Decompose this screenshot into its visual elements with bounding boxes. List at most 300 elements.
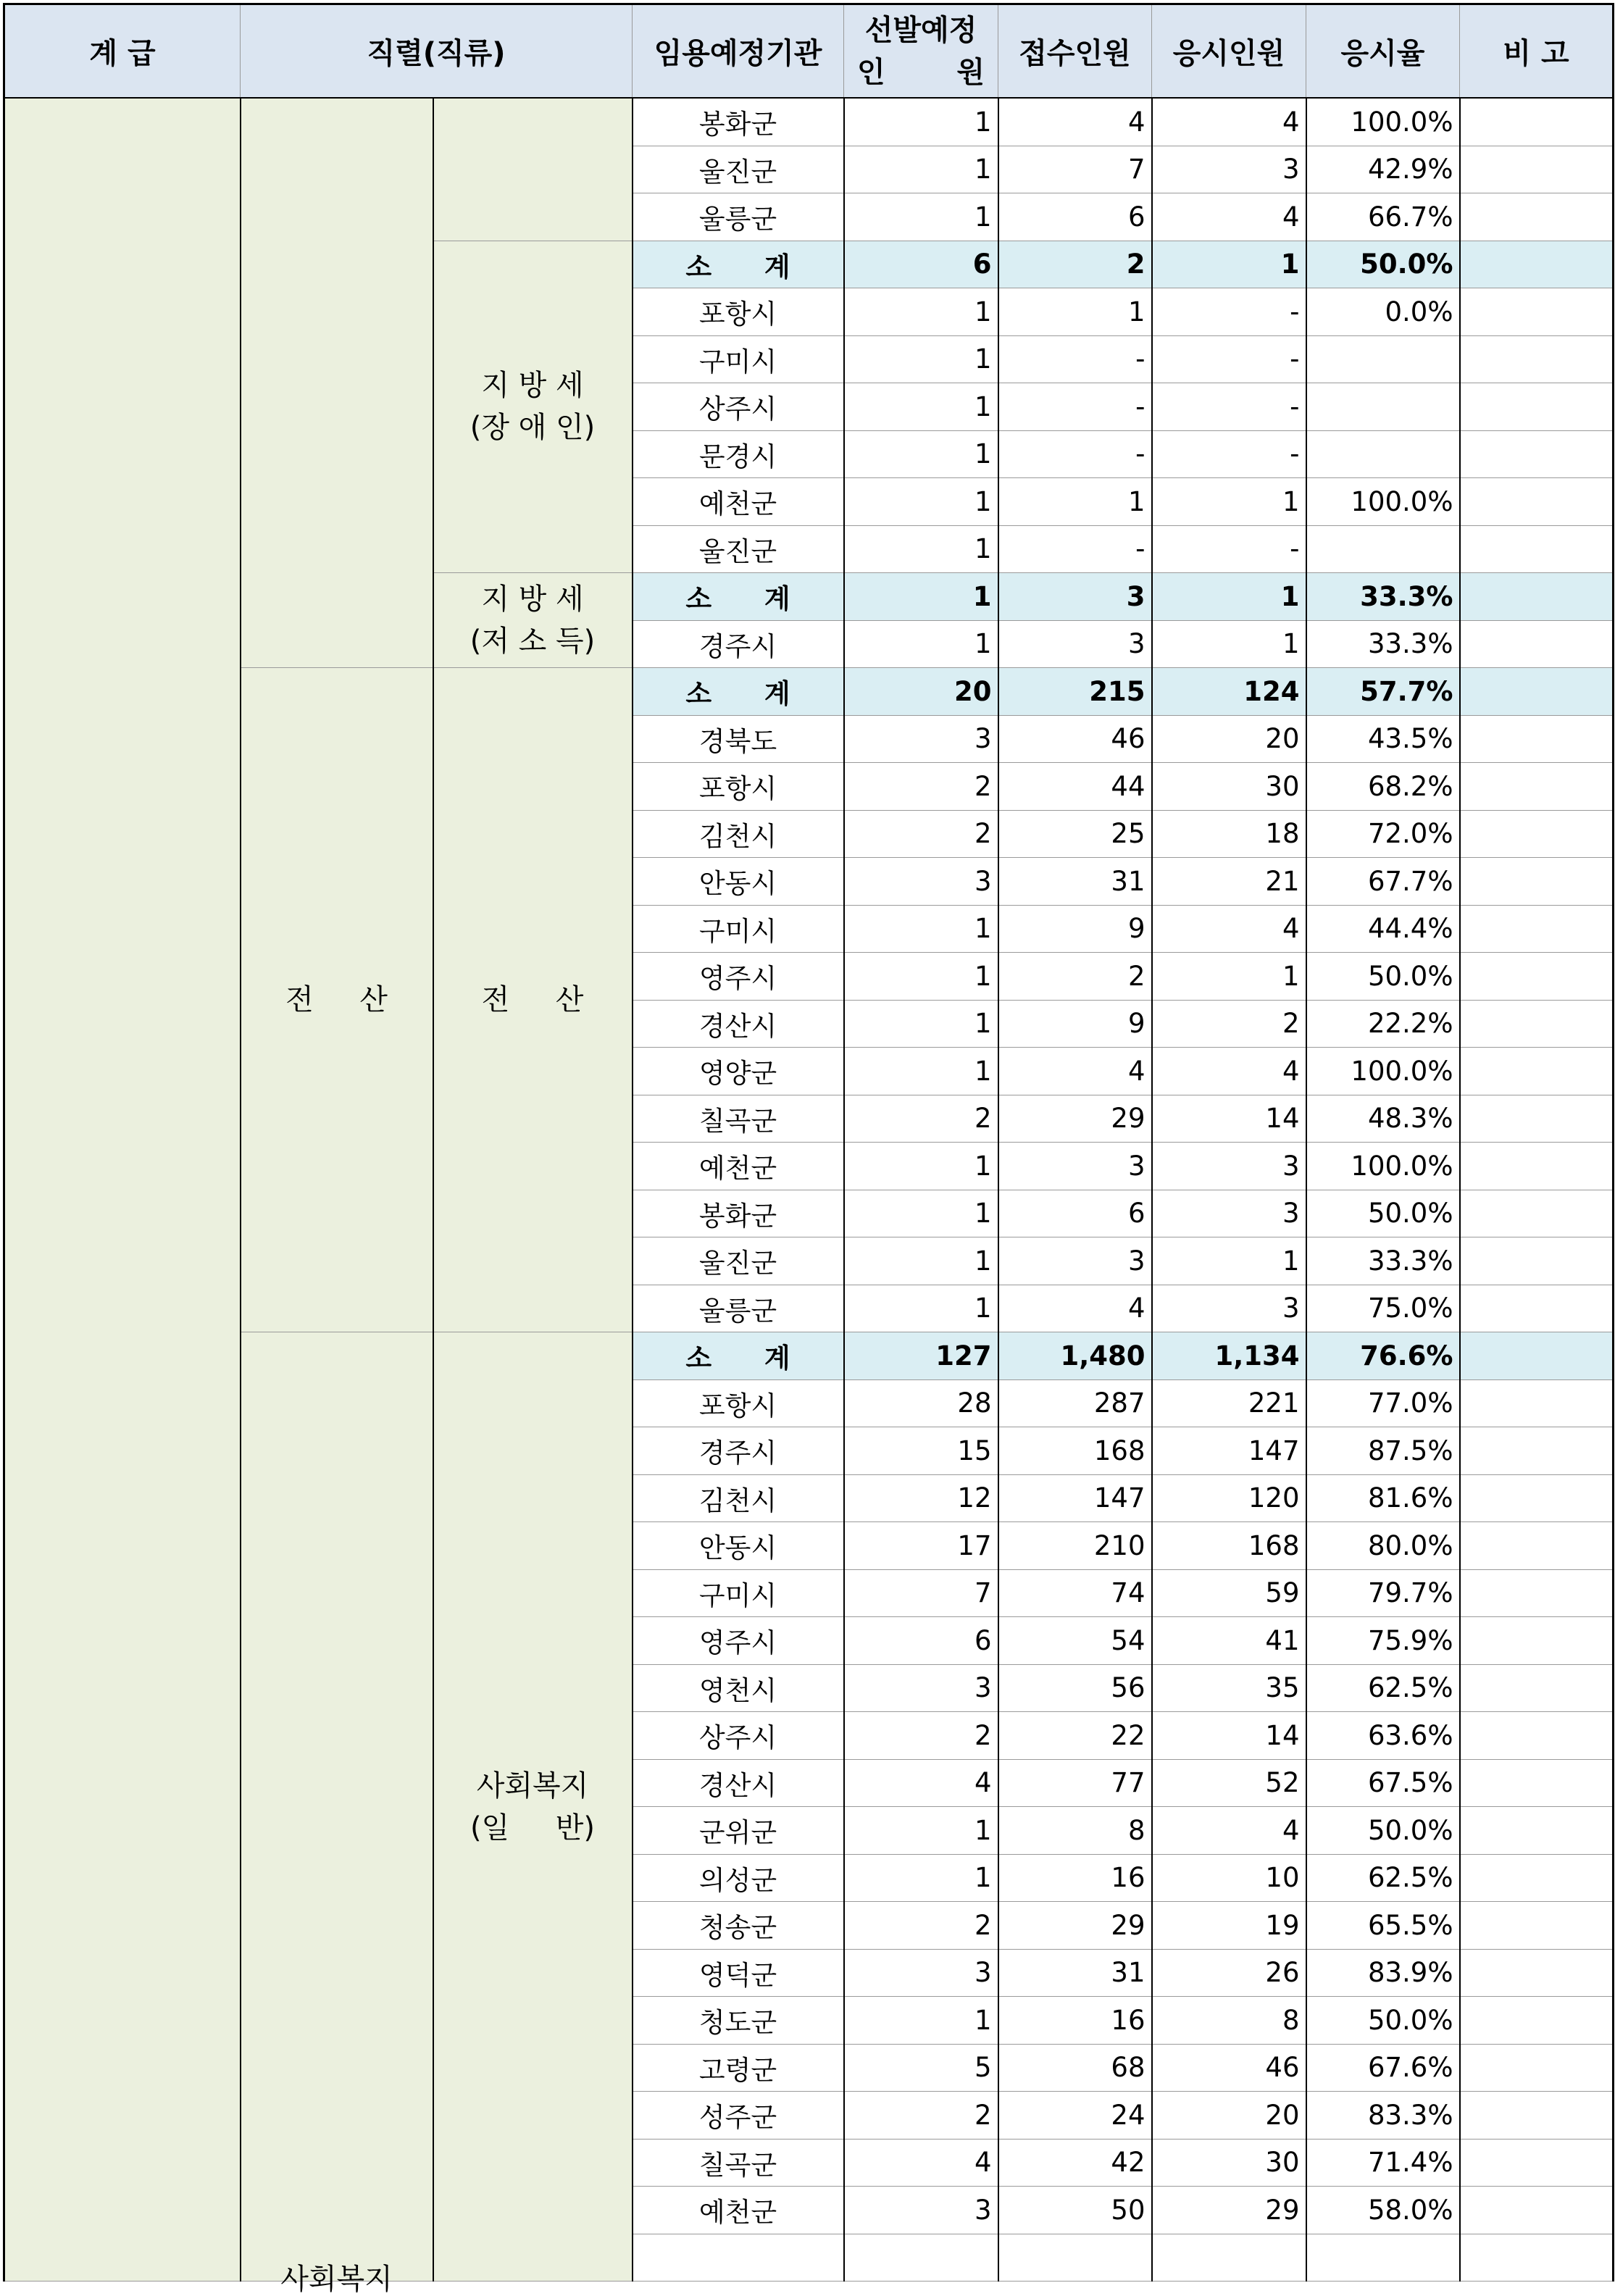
planned-cell: 1 [844,1190,998,1237]
agency-cell: 구미시 [633,1569,844,1617]
rate-cell: 42.9% [1306,146,1460,193]
examinees-cell: 4 [1152,98,1306,146]
header-series: 직렬(직류) [241,4,633,99]
planned-cell: 4 [844,1759,998,1807]
rate-cell: 67.6% [1306,2044,1460,2092]
planned-cell: 28 [844,1379,998,1427]
applicants-cell: 31 [998,1949,1152,1997]
note-cell [1460,1285,1614,1332]
agency-cell: 의성군 [633,1854,844,1902]
applicants-cell: 7 [998,146,1152,193]
rate-cell [1306,383,1460,431]
applicants-cell: 3 [998,1143,1152,1190]
examinees-cell: 1 [1152,620,1306,668]
applicants-cell: 6 [998,1190,1152,1237]
examinees-cell: 1 [1152,573,1306,621]
note-cell [1460,1048,1614,1095]
note-cell [1460,668,1614,716]
agency-cell: 김천시 [633,810,844,858]
examinees-cell: 14 [1152,1095,1306,1143]
planned-cell: 6 [844,241,998,288]
note-cell [1460,905,1614,953]
planned-cell: 1 [844,953,998,1001]
agency-cell: 구미시 [633,335,844,383]
examinees-cell: 1 [1152,1237,1306,1285]
note-cell [1460,2139,1614,2187]
applicants-cell: 50 [998,2187,1152,2234]
note-cell [1460,1949,1614,1997]
agency-cell: 소 계 [633,668,844,716]
examinees-cell: 4 [1152,1807,1306,1855]
rate-cell [1306,525,1460,573]
applicants-cell: 24 [998,2092,1152,2140]
agency-cell: 영덕군 [633,1949,844,1997]
note-cell [1460,1902,1614,1950]
note-cell [1460,1143,1614,1190]
type-label-line1: 지 방 세 [481,583,584,616]
planned-cell: 2 [844,1095,998,1143]
examinees-cell: 52 [1152,1759,1306,1807]
applicants-cell: 77 [998,1759,1152,1807]
examinees-cell: - [1152,383,1306,431]
applicants-cell: 74 [998,1569,1152,1617]
agency-cell: 포항시 [633,763,844,811]
header-row [4,4,1614,99]
examinees-cell: 221 [1152,1379,1306,1427]
agency-cell: 울진군 [633,525,844,573]
planned-cell: 2 [844,810,998,858]
recruitment-table [3,3,1614,2296]
rate-cell: 77.0% [1306,1379,1460,1427]
rate-cell: 79.7% [1306,1569,1460,1617]
applicants-cell: 16 [998,1997,1152,2045]
agency-cell: 성주군 [633,2092,844,2140]
applicants-cell: 2 [998,241,1152,288]
examinees-cell: 3 [1152,146,1306,193]
agency-cell: 울릉군 [633,193,844,241]
examinees-cell: 59 [1152,1569,1306,1617]
subtotal-row [4,1332,1614,1380]
planned-cell: 1 [844,1807,998,1855]
applicants-cell: 8 [998,1807,1152,1855]
series-cell-welfare [241,1332,433,2296]
rate-cell: 43.5% [1306,715,1460,763]
examinees-cell: 18 [1152,810,1306,858]
note-cell [1460,288,1614,336]
agency-cell: 봉화군 [633,98,844,146]
planned-cell: 127 [844,1332,998,1380]
planned-cell: 3 [844,1664,998,1712]
planned-cell: 3 [844,715,998,763]
note-cell [1460,573,1614,621]
note-cell [1460,193,1614,241]
examinees-cell: 14 [1152,1712,1306,1760]
agency-cell: 소 계 [633,241,844,288]
agency-cell: 영주시 [633,953,844,1001]
agency-cell: 경주시 [633,1427,844,1475]
planned-cell: 1 [844,383,998,431]
agency-cell: 문경시 [633,430,844,478]
rate-cell: 57.7% [1306,668,1460,716]
table-row [4,98,1614,146]
examinees-cell: 168 [1152,1522,1306,1570]
examinees-cell: 1 [1152,478,1306,526]
planned-cell: 3 [844,858,998,906]
examinees-cell: 20 [1152,715,1306,763]
agency-cell: 포항시 [633,1379,844,1427]
note-cell [1460,1997,1614,2045]
planned-cell: 1 [844,1143,998,1190]
planned-cell: 5 [844,2044,998,2092]
type-cell-prev [433,98,633,241]
applicants-cell: 16 [998,1854,1152,1902]
planned-cell: 1 [844,98,998,146]
note-cell [1460,620,1614,668]
type-label-line2: (장 애 인) [470,411,596,445]
rate-cell: 58.0% [1306,2187,1460,2234]
note-cell [1460,383,1614,431]
rate-cell: 33.3% [1306,1237,1460,1285]
examinees-cell: 1 [1152,953,1306,1001]
examinees-cell: 46 [1152,2044,1306,2092]
subtotal-row [4,668,1614,716]
examinees-cell: 30 [1152,763,1306,811]
applicants-cell: 287 [998,1379,1152,1427]
applicants-cell: 1,480 [998,1332,1152,1380]
rate-cell: 48.3% [1306,1095,1460,1143]
rate-cell: 33.3% [1306,573,1460,621]
examinees-cell: 26 [1152,1949,1306,1997]
note-cell [1460,98,1614,146]
applicants-cell: 147 [998,1474,1152,1522]
applicants-cell: 9 [998,905,1152,953]
applicants-cell: 46 [998,715,1152,763]
agency-cell: 예천군 [633,478,844,526]
agency-cell: 칠곡군 [633,1095,844,1143]
applicants-cell: - [998,335,1152,383]
rate-cell [1306,430,1460,478]
planned-cell: 20 [844,668,998,716]
rate-cell: 67.5% [1306,1759,1460,1807]
planned-cell: 4 [844,2139,998,2187]
applicants-cell: 168 [998,1427,1152,1475]
header-planned-line2: 인 원 [857,55,985,89]
examinees-cell: - [1152,288,1306,336]
examinees-cell: 2 [1152,1000,1306,1048]
rate-cell: 100.0% [1306,1048,1460,1095]
type-cell-jeonsan: 전 산 [433,668,633,1332]
agency-cell: 예천군 [633,1143,844,1190]
applicants-cell: 25 [998,810,1152,858]
agency-cell: 예천군 [633,2187,844,2234]
note-cell [1460,146,1614,193]
planned-cell: 1 [844,905,998,953]
rate-cell: 76.6% [1306,1332,1460,1380]
agency-cell: 소 계 [633,573,844,621]
applicants-cell: 210 [998,1522,1152,1570]
planned-cell: 1 [844,1285,998,1332]
agency-cell: 영양군 [633,1048,844,1095]
planned-cell: 2 [844,2092,998,2140]
agency-cell: 소 계 [633,1332,844,1380]
examinees-cell: 21 [1152,858,1306,906]
examinees-cell: 3 [1152,1143,1306,1190]
agency-cell: 청도군 [633,1997,844,2045]
applicants-cell: - [998,430,1152,478]
note-cell [1460,1332,1614,1380]
agency-cell: 울진군 [633,146,844,193]
planned-cell: 1 [844,573,998,621]
planned-cell: 3 [844,1949,998,1997]
applicants-cell: 3 [998,620,1152,668]
series-cell-jeonsan: 전 산 [241,668,433,1332]
rate-cell: 80.0% [1306,1522,1460,1570]
planned-cell: 6 [844,1617,998,1665]
planned-cell: 1 [844,335,998,383]
examinees-cell: 120 [1152,1474,1306,1522]
grade-cell [4,98,241,2282]
series-cell-jibangse [241,98,433,668]
note-cell [1460,335,1614,383]
applicants-cell: - [998,525,1152,573]
note-cell [1460,1807,1614,1855]
rate-cell: 33.3% [1306,620,1460,668]
series-label-welfare: 사회복지 [280,2263,393,2296]
planned-cell: 17 [844,1522,998,1570]
planned-cell: 1 [844,525,998,573]
note-cell [1460,2187,1614,2234]
agency-cell: 안동시 [633,858,844,906]
examinees-cell: 20 [1152,2092,1306,2140]
examinees-cell: 3 [1152,1285,1306,1332]
type-label-line2: (일 반) [470,1811,596,1845]
applicants-cell: 2 [998,953,1152,1001]
rate-cell: 65.5% [1306,1902,1460,1950]
examinees-cell: - [1152,335,1306,383]
applicants-cell: 3 [998,573,1152,621]
examinees-cell: 41 [1152,1617,1306,1665]
note-cell [1460,1569,1614,1617]
note-cell [1460,1854,1614,1902]
note-cell [1460,525,1614,573]
note-cell [1460,478,1614,526]
note-cell [1460,1617,1614,1665]
applicants-cell: 3 [998,1237,1152,1285]
planned-cell: 1 [844,1997,998,2045]
applicants-cell: 29 [998,1902,1152,1950]
examinees-cell: 10 [1152,1854,1306,1902]
applicants-cell: 44 [998,763,1152,811]
examinees-cell: 147 [1152,1427,1306,1475]
note-cell [1460,1427,1614,1475]
note-cell [1460,1237,1614,1285]
applicants-cell [998,2234,1152,2282]
applicants-cell: - [998,383,1152,431]
note-cell [1460,1379,1614,1427]
note-cell [1460,953,1614,1001]
applicants-cell: 4 [998,1048,1152,1095]
rate-cell: 50.0% [1306,1807,1460,1855]
examinees-cell: 1,134 [1152,1332,1306,1380]
agency-cell: 김천시 [633,1474,844,1522]
applicants-cell: 215 [998,668,1152,716]
header-examinees: 응시인원 [1152,4,1306,99]
rate-cell [1306,2234,1460,2282]
applicants-cell: 68 [998,2044,1152,2092]
rate-cell: 62.5% [1306,1854,1460,1902]
agency-cell: 영주시 [633,1617,844,1665]
rate-cell: 72.0% [1306,810,1460,858]
header-rate: 응시율 [1306,4,1460,99]
agency-cell: 경주시 [633,620,844,668]
rate-cell: 50.0% [1306,1190,1460,1237]
planned-cell: 12 [844,1474,998,1522]
type-cell-welfare-general [433,1332,633,2282]
rate-cell: 83.9% [1306,1949,1460,1997]
header-planned [844,4,998,99]
planned-cell: 1 [844,193,998,241]
agency-cell: 봉화군 [633,1190,844,1237]
note-cell [1460,715,1614,763]
examinees-cell: 4 [1152,905,1306,953]
applicants-cell: 6 [998,193,1152,241]
examinees-cell [1152,2234,1306,2282]
planned-cell: 1 [844,478,998,526]
note-cell [1460,763,1614,811]
rate-cell [1306,335,1460,383]
type-label-line1: 사회복지 [476,1769,589,1803]
examinees-cell: 30 [1152,2139,1306,2187]
planned-cell: 1 [844,430,998,478]
header-applicants: 접수인원 [998,4,1152,99]
applicants-cell: 1 [998,478,1152,526]
examinees-cell: 124 [1152,668,1306,716]
planned-cell: 7 [844,1569,998,1617]
note-cell [1460,1759,1614,1807]
rate-cell: 50.0% [1306,953,1460,1001]
rate-cell: 50.0% [1306,1997,1460,2045]
applicants-cell: 1 [998,288,1152,336]
planned-cell [844,2234,998,2282]
rate-cell: 44.4% [1306,905,1460,953]
agency-cell: 경산시 [633,1000,844,1048]
rate-cell: 0.0% [1306,288,1460,336]
applicants-cell: 54 [998,1617,1152,1665]
planned-cell: 1 [844,1000,998,1048]
header-planned-line1: 선발예정 [864,13,977,47]
rate-cell: 62.5% [1306,1664,1460,1712]
agency-cell: 안동시 [633,1522,844,1570]
applicants-cell: 56 [998,1664,1152,1712]
note-cell [1460,430,1614,478]
planned-cell: 1 [844,288,998,336]
planned-cell: 1 [844,620,998,668]
rate-cell: 63.6% [1306,1712,1460,1760]
agency-cell: 구미시 [633,905,844,953]
examinees-cell: 29 [1152,2187,1306,2234]
applicants-cell: 4 [998,98,1152,146]
agency-cell: 울릉군 [633,1285,844,1332]
rate-cell: 87.5% [1306,1427,1460,1475]
note-cell [1460,858,1614,906]
rate-cell: 75.9% [1306,1617,1460,1665]
applicants-cell: 9 [998,1000,1152,1048]
planned-cell: 1 [844,1048,998,1095]
planned-cell: 2 [844,1902,998,1950]
examinees-cell: 3 [1152,1190,1306,1237]
planned-cell: 1 [844,1854,998,1902]
examinees-cell: 4 [1152,193,1306,241]
examinees-cell: 35 [1152,1664,1306,1712]
applicants-cell: 31 [998,858,1152,906]
examinees-cell: 1 [1152,241,1306,288]
agency-cell: 상주시 [633,383,844,431]
recruitment-table-sheet [3,3,1612,2296]
rate-cell: 68.2% [1306,763,1460,811]
applicants-cell: 4 [998,1285,1152,1332]
note-cell [1460,1664,1614,1712]
type-label-line1: 지 방 세 [481,369,584,403]
agency-cell: 청송군 [633,1902,844,1950]
planned-cell: 3 [844,2187,998,2234]
rate-cell: 66.7% [1306,193,1460,241]
examinees-cell: 8 [1152,1997,1306,2045]
applicants-cell: 22 [998,1712,1152,1760]
type-cell-jibangse-lowincome [433,573,633,668]
agency-cell: 울진군 [633,1237,844,1285]
rate-cell: 71.4% [1306,2139,1460,2187]
rate-cell: 83.3% [1306,2092,1460,2140]
agency-cell: 군위군 [633,1807,844,1855]
rate-cell: 100.0% [1306,478,1460,526]
rate-cell: 81.6% [1306,1474,1460,1522]
note-cell [1460,810,1614,858]
header-note: 비 고 [1460,4,1614,99]
examinees-cell: 4 [1152,1048,1306,1095]
note-cell [1460,2092,1614,2140]
rate-cell: 50.0% [1306,241,1460,288]
agency-cell: 경북도 [633,715,844,763]
type-cell-jibangse-disabled [433,241,633,573]
note-cell [1460,1522,1614,1570]
applicants-cell: 29 [998,1095,1152,1143]
agency-cell: 고령군 [633,2044,844,2092]
note-cell [1460,2234,1614,2282]
applicants-cell: 42 [998,2139,1152,2187]
agency-cell: 영천시 [633,1664,844,1712]
note-cell [1460,1474,1614,1522]
agency-cell [633,2234,844,2282]
header-grade: 계 급 [4,4,241,99]
note-cell [1460,1190,1614,1237]
agency-cell: 포항시 [633,288,844,336]
examinees-cell: 19 [1152,1902,1306,1950]
planned-cell: 15 [844,1427,998,1475]
rate-cell: 75.0% [1306,1285,1460,1332]
note-cell [1460,2044,1614,2092]
rate-cell: 100.0% [1306,1143,1460,1190]
type-label-line2: (저 소 득) [470,625,596,658]
planned-cell: 2 [844,763,998,811]
examinees-cell: - [1152,525,1306,573]
rate-cell: 67.7% [1306,858,1460,906]
planned-cell: 1 [844,1237,998,1285]
rate-cell: 100.0% [1306,98,1460,146]
note-cell [1460,1712,1614,1760]
planned-cell: 2 [844,1712,998,1760]
agency-cell: 상주시 [633,1712,844,1760]
note-cell [1460,1000,1614,1048]
